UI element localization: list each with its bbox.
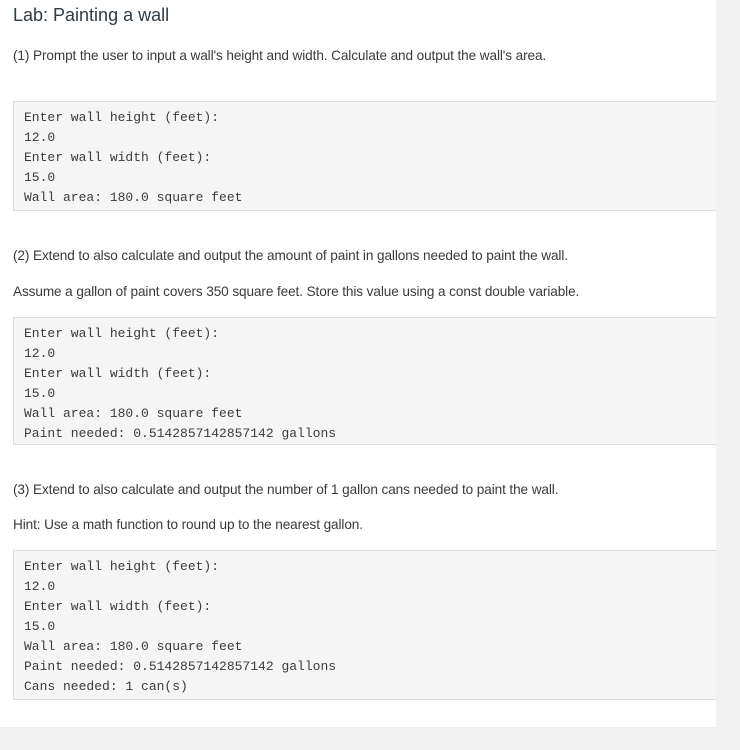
part2-prompt: (2) Extend to also calculate and output the amount of paint in gallons needed to paint the wall. — [13, 248, 568, 263]
output-line: Cans needed: 1 can(s) — [24, 679, 188, 694]
page-title: Lab: Painting a wall — [13, 5, 170, 25]
part1-sample-output — [13, 101, 716, 211]
part2-note: Assume a gallon of paint covers 350 square feet. Store this value using a const double variable. — [13, 284, 580, 299]
part1-prompt: (1) Prompt the user to input a wall's height and width. Calculate and output the wall's area. — [13, 48, 547, 63]
output-line: Enter wall width (feet): — [24, 366, 212, 381]
output-line: Enter wall width (feet): — [24, 599, 212, 614]
output-line: Wall area: 180.0 square feet — [24, 639, 243, 654]
output-line: Paint needed: 0.5142857142857142 gallons — [24, 426, 337, 441]
output-line: 15.0 — [24, 170, 56, 185]
output-line: Enter wall width (feet): — [24, 150, 212, 165]
output-line: Enter wall height (feet): — [24, 110, 220, 125]
output-line: Enter wall height (feet): — [24, 559, 220, 574]
output-line: 12.0 — [24, 346, 56, 361]
output-line: Wall area: 180.0 square feet — [24, 406, 243, 421]
output-line: 15.0 — [24, 619, 56, 634]
output-line: 12.0 — [24, 579, 56, 594]
output-line: 12.0 — [24, 130, 56, 145]
output-line: Enter wall height (feet): — [24, 326, 220, 341]
output-line: 15.0 — [24, 386, 56, 401]
output-line: Paint needed: 0.5142857142857142 gallons — [24, 659, 337, 674]
part3-sample-output — [13, 550, 716, 700]
part3-hint: Hint: Use a math function to round up to the nearest gallon. — [13, 517, 363, 532]
part2-sample-output — [13, 317, 716, 445]
output-line: Wall area: 180.0 square feet — [24, 190, 243, 205]
part3-prompt: (3) Extend to also calculate and output the number of 1 gallon cans needed to paint the wall. — [13, 482, 559, 497]
